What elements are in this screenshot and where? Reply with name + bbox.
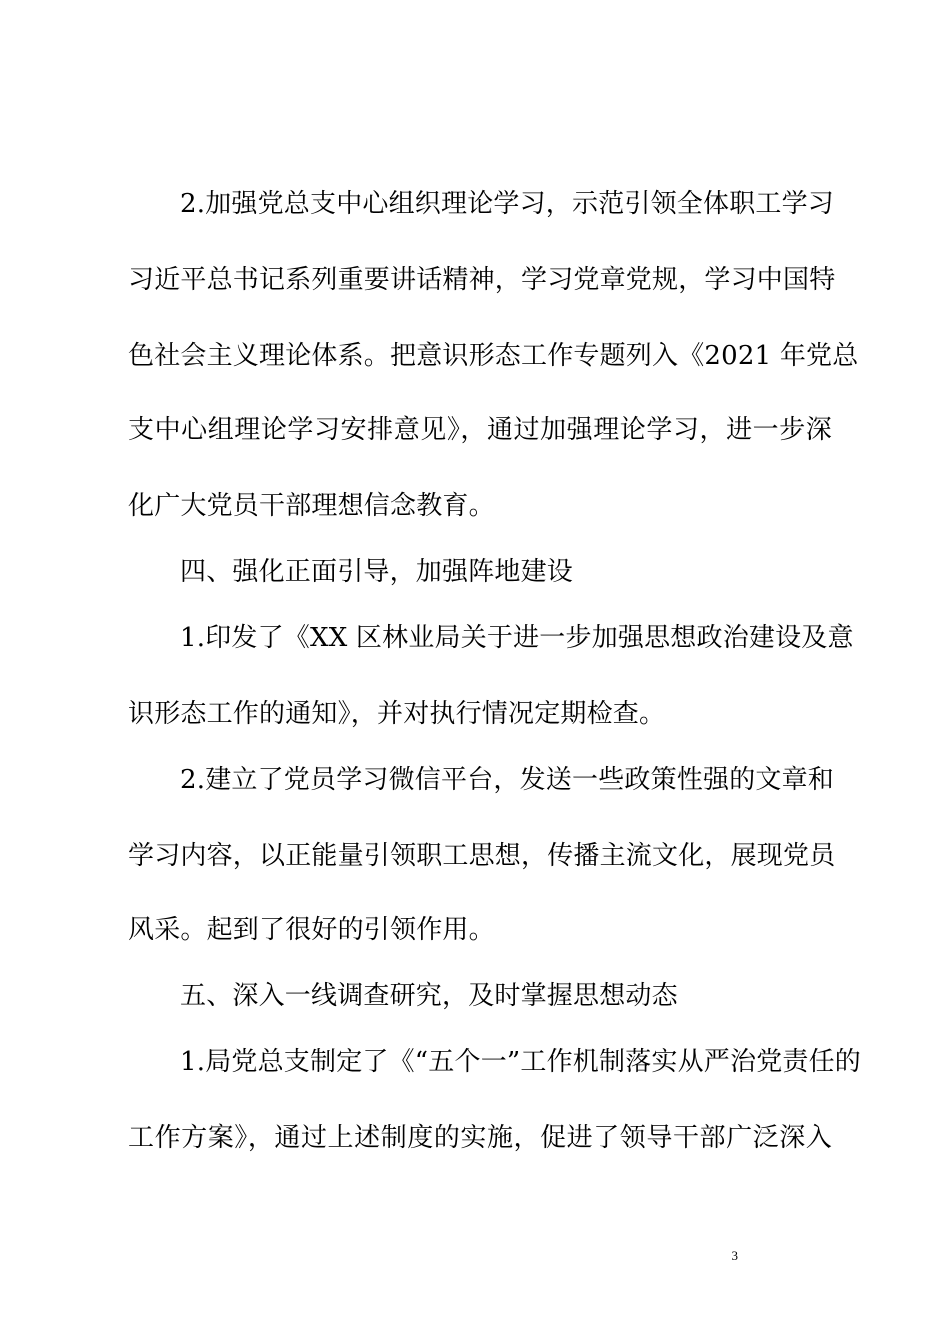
paragraph-line: 风采。起到了很好的引领作用。 [128,915,495,945]
paragraph-line: 化广大党员干部理想信念教育。 [128,491,495,521]
paragraph-line: 学习内容，以正能量引领职工思想，传播主流文化，展现党员 [128,841,836,871]
page-number: 3 [731,1248,738,1263]
section-heading: 四、强化正面引导，加强阵地建设 [180,557,574,587]
paragraph-line: 2.加强党总支中心组织理论学习，示范引领全体职工学习 [180,189,835,219]
paragraph-line: 支中心组理论学习安排意见》，通过加强理论学习，进一步深 [128,415,832,445]
paragraph-line: 识形态工作的通知》，并对执行情况定期检查。 [128,699,666,729]
section-heading: 五、深入一线调查研究，及时掌握思想动态 [180,981,678,1011]
paragraph-line: 工作方案》，通过上述制度的实施，促进了领导干部广泛深入 [128,1123,832,1153]
paragraph-line: 习近平总书记系列重要讲话精神，学习党章党规，学习中国特 [128,265,836,295]
paragraph-line: 1.局党总支制定了《“五个一”工作机制落实从严治党责任的 [180,1047,861,1077]
paragraph-line: 1.印发了《XX 区林业局关于进一步加强思想政治建设及意 [180,623,854,653]
paragraph-line: 色社会主义理论体系。把意识形态工作专题列入《2021 年党总 [128,341,859,371]
paragraph-line: 2.建立了党员学习微信平台，发送一些政策性强的文章和 [180,765,835,795]
